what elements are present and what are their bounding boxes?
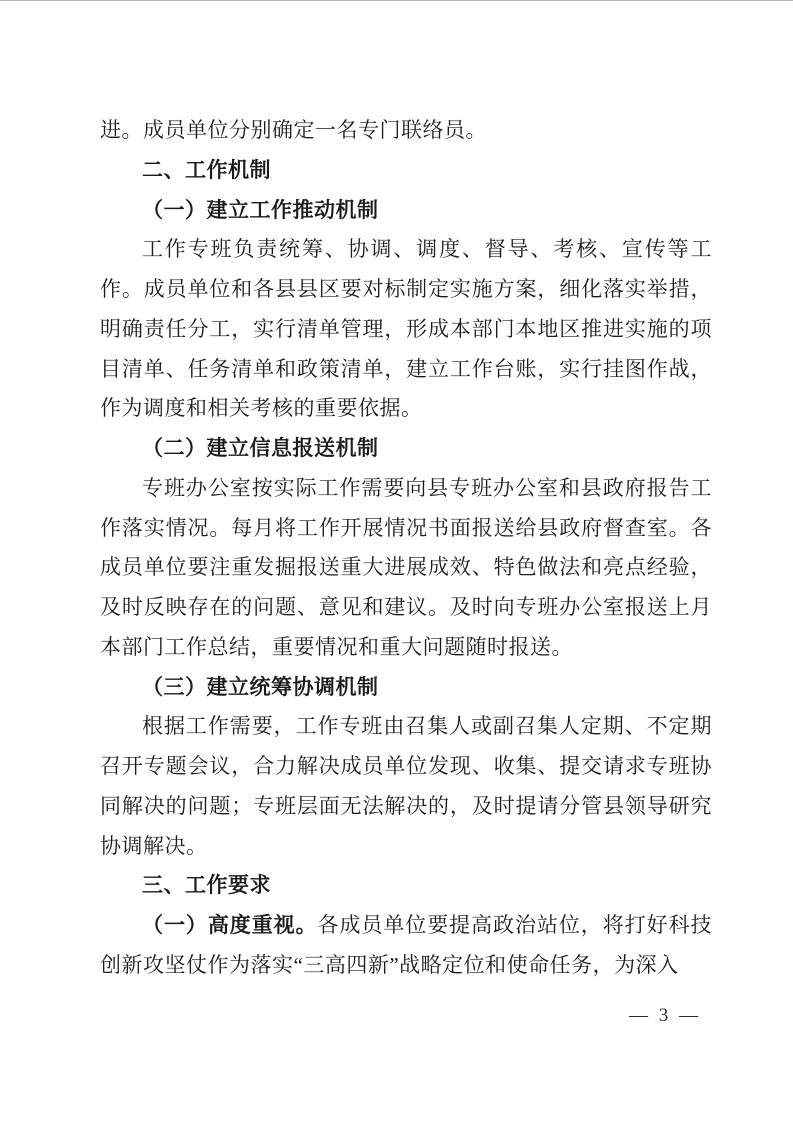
paragraph-promotion-mechanism: 工作专班负责统筹、协调、调度、督导、考核、宣传等工作。成员单位和各县县区要对标制定实施方案，细化落实举措，明确责任分工，实行清单管理，形成本部门本地区推进实施的项目清单、任务清单和政策清单，建立工作台账，实行挂图作战，作为调度和相关考核的重要依据。 xyxy=(100,237,712,421)
paragraph-lead-high-importance: （一）高度重视。 xyxy=(142,913,318,937)
paragraph-continuation: 进。成员单位分别确定一名专门联络员。 xyxy=(100,118,487,142)
page-number: — 3 — xyxy=(629,1005,701,1026)
paragraph-coordination-mechanism: 根据工作需要，工作专班由召集人或副召集人定期、不定期召开专题会议，合力解决成员单位发现、收集、提交请求专班协同解决的问题；专班层面无法解决的，及时提请分管县领导研究协调解决。 xyxy=(100,714,712,858)
section-heading-work-mechanism: 二、工作机制 xyxy=(142,158,271,182)
section-heading-work-requirements: 三、工作要求 xyxy=(142,874,271,898)
paragraph-high-importance xyxy=(100,906,712,986)
document-body xyxy=(100,111,712,986)
paragraph-text-high-importance: 各成员单位要提高政治站位，将打好科技创新攻坚仗作为落实“三高四新”战略定位和使命任务，为深入 xyxy=(100,913,713,977)
paragraph-reporting-mechanism: 专班办公室按实际工作需要向县专班办公室和县政府报告工作落实情况。每月将工作开展情况书面报送给县政府督查室。各成员单位要注重发掘报送重大进展成效、特色做法和亮点经验，及时反映存在的问题、意见和建议。及时向专班办公室报送上月本部门工作总结，重要情况和重大问题随时报送。 xyxy=(100,475,712,659)
subsection-heading-reporting-mechanism: （二）建立信息报送机制 xyxy=(142,436,379,460)
subsection-heading-coordination-mechanism: （三）建立统筹协调机制 xyxy=(142,674,379,699)
subsection-heading-promotion-mechanism: （一）建立工作推动机制 xyxy=(142,197,379,222)
